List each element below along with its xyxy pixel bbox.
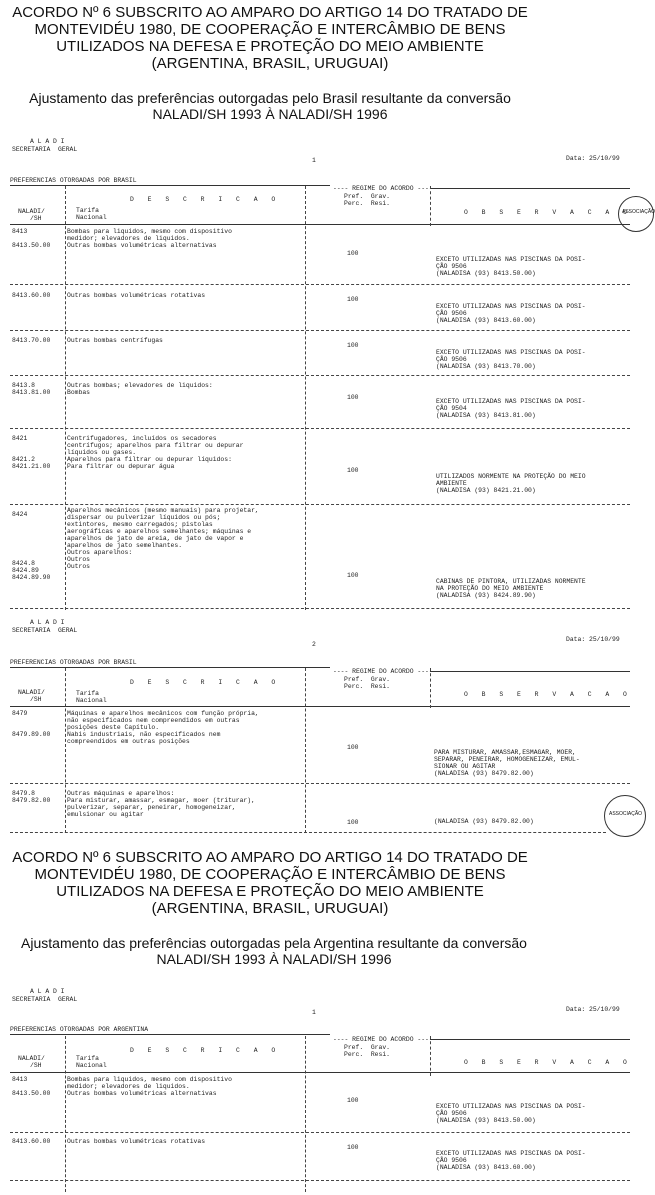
section1-subtitle-line: Ajustamento das preferências outorgadas pelo Brasil resultante da conversão — [29, 90, 511, 106]
perc-header: Perc. Resi. — [344, 200, 391, 207]
page-number: 1 — [312, 1009, 316, 1016]
date-label: Data: 25/10/99 — [566, 155, 620, 162]
section2-title-line: ACORDO Nº 6 SUBSCRITO AO AMPARO DO ARTIGO 14 DO TRATADO DE — [12, 849, 528, 866]
section1-title-line: MONTEVIDÉU 1980, DE COOPERAÇÃO E INTERCÂMBIO DE BENS — [34, 21, 506, 38]
page-number: 1 — [312, 157, 316, 164]
section1-title-line: UTILIZADOS NA DEFESA E PROTEÇÃO DO MEIO AMBIENTE — [56, 38, 484, 55]
secretaria-label: SECRETARIA GERAL — [12, 996, 78, 1003]
table-row-codes: 8413 8413.50.00 — [12, 1076, 51, 1097]
table-row-obs: PARA MISTURAR, AMASSAR,ESMAGAR, MOER, SEPARAR, PENEIRAR, HOMOGENEIZAR, EMUL- SIONAR OU AGITAR (NALADISA (93) 8479.82.00) — [434, 749, 580, 777]
table-row-desc: Máquinas e aparelhos mecânicos com função própria, não especificados nem compreendidos em outras posições deste Capítulo. Nabis industriais, não especificados nem compreendidos em outras posições — [67, 710, 259, 745]
naladi-header: NALADI/ — [18, 1055, 45, 1062]
table-row-pref: 100 — [347, 250, 359, 257]
table-row-desc: Bombas para liquidos, mesmo com dispositivo medidor; elevadores de liquidos. Outras bombas volumétricas alternativas — [67, 228, 232, 249]
table-row-desc: Outras bombas volumétricas rotativas — [67, 292, 206, 299]
tarifa-header: Tarifa — [76, 690, 100, 697]
table-row-pref: 100 — [347, 467, 359, 474]
section2-title-line: UTILIZADOS NA DEFESA E PROTEÇÃO DO MEIO AMBIENTE — [56, 883, 484, 900]
section2-subtitle-line: Ajustamento das preferências outorgadas pela Argentina resultante da conversão — [21, 935, 527, 951]
date-label: Data: 25/10/99 — [566, 636, 620, 643]
table-header: PREFERENCIAS OTORGADAS POR ARGENTINA — [10, 1026, 149, 1033]
regime-header: ---- REGIME DO ACORDO ---- — [333, 1036, 433, 1043]
table-row-desc: Bombas para liquidos, mesmo com dispositivo medidor; elevadores de liquidos. Outras bombas volumétricas alternativas — [67, 1076, 232, 1097]
table-row-pref: 100 — [347, 819, 359, 826]
tarifa-header: Tarifa — [76, 1055, 100, 1062]
table-row-pref: 100 — [347, 1097, 359, 1104]
section2-title-line: MONTEVIDÉU 1980, DE COOPERAÇÃO E INTERCÂMBIO DE BENS — [34, 866, 506, 883]
table-row-obs: EXCETO UTILIZADAS NAS PISCINAS DA POSI- ÇÃO 9506 (NALADISA (93) 8413.70.00) — [436, 349, 586, 370]
observacao-header: O B S E R V A C A O — [464, 691, 632, 698]
table-row-obs: UTILIZADOS NORMENTE NA PROTEÇÃO DO MEIO AMBIENTE (NALADISA (93) 8421.21.00) — [436, 473, 586, 494]
date-label: Data: 25/10/99 — [566, 1006, 620, 1013]
table-row-pref: 100 — [347, 296, 359, 303]
sh-header: /SH — [30, 1062, 42, 1069]
nacional-header: Nacional — [76, 697, 107, 704]
table-row-codes: 8421 8421.2 8421.21.00 — [12, 435, 51, 470]
naladi-header: NALADI/ — [18, 689, 45, 696]
table-row-codes: 8479.8 8479.82.00 — [12, 790, 51, 804]
table-row-obs: EXCETO UTILIZADAS NAS PISCINAS DA POSI- ÇÃO 9506 (NALADISA (93) 8413.50.00) — [436, 256, 586, 277]
table-row-obs: EXCETO UTILIZADAS NAS PISCINAS DA POSI- ÇÃO 9506 (NALADISA (93) 8413.60.00) — [436, 303, 586, 324]
table-row-codes: 8424 8424.8 8424.89 8424.89.90 — [12, 511, 51, 581]
table-header: PREFERENCIAS OTORGADAS POR BRASIL — [10, 177, 137, 184]
table-row-desc: Outras bombas volumétricas rotativas — [67, 1138, 206, 1145]
observacao-header: O B S E R V A C A O — [464, 209, 632, 216]
pref-header: Pref. Grav. — [344, 1044, 391, 1051]
table-row-obs: CABINAS DE PINTORA, UTILIZADAS NORMENTE NA PROTEÇÃO DO MEIO AMBIENTE (NALADISA (93) 8424.89.90) — [436, 578, 586, 599]
table-header: PREFERENCIAS OTORGADAS POR BRASIL — [10, 659, 137, 666]
pref-header: Pref. Grav. — [344, 676, 391, 683]
pref-header: Pref. Grav. — [344, 193, 391, 200]
section2-subtitle — [0, 935, 548, 967]
page-number: 2 — [312, 641, 316, 648]
naladi-header: NALADI/ — [18, 208, 45, 215]
table-row-pref: 100 — [347, 1144, 359, 1151]
section1-title-line: (ARGENTINA, BRASIL, URUGUAI) — [151, 55, 389, 72]
section1-title-line: ACORDO Nº 6 SUBSCRITO AO AMPARO DO ARTIGO 14 DO TRATADO DE — [12, 4, 528, 21]
table-row-pref: 100 — [347, 744, 359, 751]
table-row-desc: Outras bombas centrífugas — [67, 337, 163, 344]
section2-title — [0, 849, 540, 917]
table-row-desc: Outras máquinas e aparelhos: Para misturar, amassar, esmagar, moer (triturar), pulverizar, separar, peneirar, homogeneizar, emulsionar ou agitar — [67, 790, 255, 818]
nacional-header: Nacional — [76, 214, 107, 221]
section1-subtitle-line: NALADI/SH 1993 À NALADI/SH 1996 — [152, 106, 388, 122]
section1-subtitle — [0, 90, 540, 122]
sh-header: /SH — [30, 215, 42, 222]
nacional-header: Nacional — [76, 1062, 107, 1069]
table-row-desc: Outras bombas; elevadores de liquidos: Bombas — [67, 382, 213, 396]
table-row-codes: 8413 8413.50.00 — [12, 228, 51, 249]
table-row-codes: 8413.8 8413.81.00 — [12, 382, 51, 396]
table-row-obs: (NALADISA (93) 8479.82.00) — [434, 818, 534, 825]
section1-title — [0, 4, 540, 72]
table-row-obs: EXCETO UTILIZADAS NAS PISCINAS DA POSI- ÇÃO 9506 (NALADISA (93) 8413.60.00) — [436, 1150, 586, 1171]
table-row-desc: Aparelhos mecânicos (mesmo manuais) para projetar, dispersar ou pulverizar líquidos ou pós; extintores, mesmo carregados; pistolas aerográficas e aparelhos semelhantes; máquinas e aparelhos de jato de areia, de jato de vapor e aparelhos de jato semelhantes. Outros aparelhos: Outros Outros — [67, 507, 259, 570]
org-label: A L A D I — [30, 988, 65, 995]
official-stamp: ASSOCIAÇÃO — [604, 795, 646, 837]
secretaria-label: SECRETARIA GERAL — [12, 627, 78, 634]
official-stamp: ASSOCIAÇÃO — [618, 196, 654, 232]
observacao-header: O B S E R V A C A O — [464, 1059, 632, 1066]
sh-header: /SH — [30, 696, 42, 703]
table-row-obs: EXCETO UTILIZADAS NAS PISCINAS DA POSI- ÇÃO 9506 (NALADISA (93) 8413.50.00) — [436, 1103, 586, 1124]
descricao-header: D E S C R I C A O — [130, 196, 281, 203]
org-label: A L A D I — [30, 619, 65, 626]
perc-header: Perc. Resi. — [344, 683, 391, 690]
table-row-codes: 8413.70.00 — [12, 337, 51, 344]
descricao-header: D E S C R I C A O — [130, 1047, 281, 1054]
table-row-pref: 100 — [347, 572, 359, 579]
table-row-pref: 100 — [347, 342, 359, 349]
section2-subtitle-line: NALADI/SH 1993 À NALADI/SH 1996 — [156, 951, 392, 967]
table-row-obs: EXCETO UTILIZADAS NAS PISCINAS DA POSI- ÇÃO 9504 (NALADISA (93) 8413.81.00) — [436, 398, 586, 419]
org-label: A L A D I — [30, 138, 65, 145]
perc-header: Perc. Resi. — [344, 1051, 391, 1058]
section2-title-line: (ARGENTINA, BRASIL, URUGUAI) — [151, 900, 389, 917]
table-row-codes: 8479 8479.89.00 — [12, 710, 51, 738]
descricao-header: D E S C R I C A O — [130, 679, 281, 686]
table-row-codes: 8413.60.00 — [12, 292, 51, 299]
secretaria-label: SECRETARIA GERAL — [12, 146, 78, 153]
table-row-codes: 8413.60.00 — [12, 1138, 51, 1145]
table-row-pref: 100 — [347, 394, 359, 401]
table-row-desc: Centrifugadores, incluídos os secadores centrífugos; aparelhos para filtrar ou depurar líquidos ou gases. Aparelhos para filtrar ou depurar líquidos: Para filtrar ou depurar água — [67, 435, 244, 470]
tarifa-header: Tarifa — [76, 207, 100, 214]
regime-header: ---- REGIME DO ACORDO ---- — [333, 668, 433, 675]
regime-header: ---- REGIME DO ACORDO ---- — [333, 185, 433, 192]
